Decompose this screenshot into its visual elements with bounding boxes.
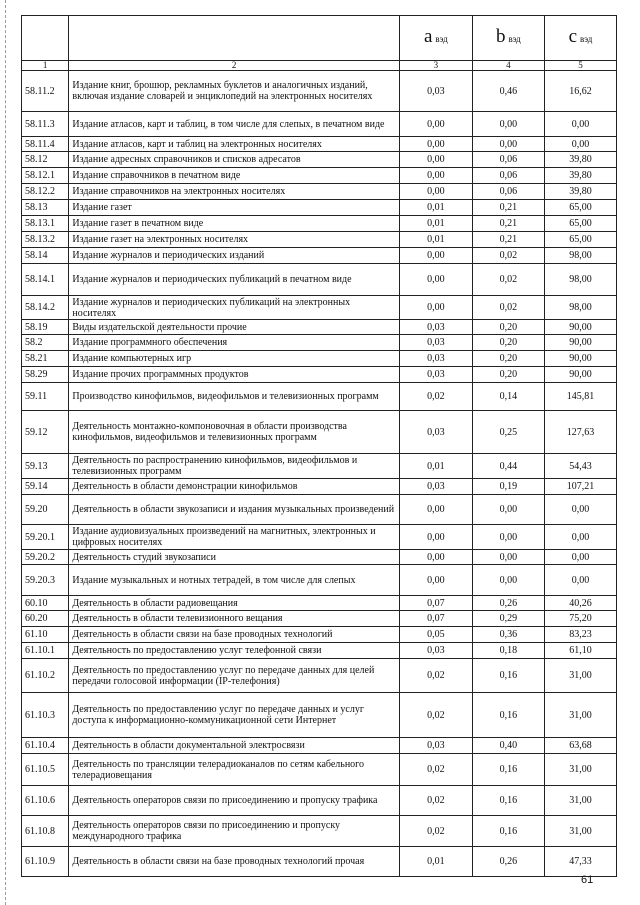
value-c-cell: 0,00 <box>544 550 616 565</box>
value-a-cell: 0,00 <box>399 168 472 184</box>
table-row <box>22 232 617 248</box>
value-c-cell: 90,00 <box>544 351 616 367</box>
activity-name-cell: Издание прочих программных продуктов <box>69 367 399 383</box>
value-a-cell: 0,03 <box>399 411 472 454</box>
value-b-cell: 0,20 <box>472 320 544 335</box>
value-c-cell: 39,80 <box>544 184 616 200</box>
value-a-cell: 0,00 <box>399 112 472 137</box>
value-c-cell: 31,00 <box>544 786 616 816</box>
value-a-cell: 0,01 <box>399 454 472 479</box>
value-c-cell: 16,62 <box>544 71 616 112</box>
value-b-cell: 0,29 <box>472 611 544 627</box>
value-c-cell: 65,00 <box>544 216 616 232</box>
activity-name-cell: Издание книг, брошюр, рекламных буклетов и аналогичных изданий, включая издание словарей и энциклопедий на электронных носителях <box>69 71 399 112</box>
value-a-cell: 0,02 <box>399 659 472 693</box>
value-a-cell: 0,07 <box>399 596 472 611</box>
value-b-cell: 0,06 <box>472 152 544 168</box>
value-a-cell: 0,02 <box>399 754 472 786</box>
table-row <box>22 659 617 693</box>
coefficients-table <box>21 15 617 877</box>
code-cell: 59.20.3 <box>22 565 69 596</box>
code-cell: 58.14.2 <box>22 296 69 320</box>
value-a-cell: 0,03 <box>399 643 472 659</box>
value-a-cell: 0,00 <box>399 550 472 565</box>
code-cell: 58.11.3 <box>22 112 69 137</box>
header-cell-name <box>69 16 399 61</box>
value-b-cell: 0,26 <box>472 596 544 611</box>
scan-margin-line <box>5 0 6 905</box>
table-row <box>22 454 617 479</box>
table-row <box>22 847 617 877</box>
activity-name-cell: Издание журналов и периодических публикаций на электронных носителях <box>69 296 399 320</box>
value-b-cell: 0,21 <box>472 200 544 216</box>
table-row <box>22 320 617 335</box>
value-a-cell: 0,00 <box>399 264 472 296</box>
value-c-cell: 0,00 <box>544 565 616 596</box>
value-b-cell: 0,16 <box>472 754 544 786</box>
value-a-cell: 0,01 <box>399 847 472 877</box>
table-row <box>22 643 617 659</box>
code-cell: 59.11 <box>22 383 69 411</box>
value-b-cell: 0,21 <box>472 216 544 232</box>
header-cell-code <box>22 16 69 61</box>
value-b-cell: 0,00 <box>472 565 544 596</box>
value-a-cell: 0,03 <box>399 320 472 335</box>
value-a-cell: 0,03 <box>399 479 472 495</box>
table-row <box>22 248 617 264</box>
value-c-cell: 0,00 <box>544 525 616 550</box>
value-a-cell: 0,01 <box>399 232 472 248</box>
activity-name-cell: Издание аудиовизуальных произведений на магнитных, электронных и цифровых носителях <box>69 525 399 550</box>
value-c-cell: 90,00 <box>544 320 616 335</box>
value-c-cell: 39,80 <box>544 168 616 184</box>
value-c-cell: 0,00 <box>544 137 616 152</box>
value-c-cell: 54,43 <box>544 454 616 479</box>
activity-name-cell: Издание журналов и периодических изданий <box>69 248 399 264</box>
code-cell: 59.12 <box>22 411 69 454</box>
value-b-cell: 0,02 <box>472 248 544 264</box>
value-b-cell: 0,16 <box>472 659 544 693</box>
value-b-cell: 0,14 <box>472 383 544 411</box>
value-c-cell: 31,00 <box>544 754 616 786</box>
table-row <box>22 525 617 550</box>
value-b-cell: 0,18 <box>472 643 544 659</box>
code-cell: 59.20.2 <box>22 550 69 565</box>
code-cell: 58.12.2 <box>22 184 69 200</box>
value-b-cell: 0,26 <box>472 847 544 877</box>
code-cell: 58.14 <box>22 248 69 264</box>
code-cell: 61.10 <box>22 627 69 643</box>
header-c-label: c <box>568 26 578 47</box>
code-cell: 58.29 <box>22 367 69 383</box>
value-a-cell: 0,00 <box>399 565 472 596</box>
page-number: 61 <box>581 874 594 886</box>
value-c-cell: 90,00 <box>544 335 616 351</box>
value-a-cell: 0,01 <box>399 200 472 216</box>
table-row <box>22 112 617 137</box>
value-c-cell: 40,26 <box>544 596 616 611</box>
value-a-cell: 0,03 <box>399 367 472 383</box>
activity-name-cell: Деятельность по предоставлению услуг по передаче данных и услуг доступа к информационно-коммуникационной сети Интернет <box>69 693 399 738</box>
value-b-cell: 0,16 <box>472 693 544 738</box>
value-a-cell: 0,03 <box>399 351 472 367</box>
table-row <box>22 550 617 565</box>
activity-name-cell: Производство кинофильмов, видеофильмов и телевизионных программ <box>69 383 399 411</box>
value-c-cell: 107,21 <box>544 479 616 495</box>
table-body <box>22 71 617 877</box>
code-cell: 58.19 <box>22 320 69 335</box>
activity-name-cell: Виды издательской деятельности прочие <box>69 320 399 335</box>
header-cell-c <box>544 16 616 61</box>
code-cell: 58.12 <box>22 152 69 168</box>
code-cell: 61.10.1 <box>22 643 69 659</box>
table-row <box>22 738 617 754</box>
activity-name-cell: Издание газет <box>69 200 399 216</box>
value-b-cell: 0,44 <box>472 454 544 479</box>
value-a-cell: 0,00 <box>399 495 472 525</box>
activity-name-cell: Деятельность студий звукозаписи <box>69 550 399 565</box>
code-cell: 60.20 <box>22 611 69 627</box>
value-b-cell: 0,00 <box>472 112 544 137</box>
value-c-cell: 98,00 <box>544 248 616 264</box>
table-row <box>22 596 617 611</box>
value-c-cell: 47,33 <box>544 847 616 877</box>
value-c-cell: 65,00 <box>544 200 616 216</box>
code-cell: 59.13 <box>22 454 69 479</box>
code-cell: 61.10.5 <box>22 754 69 786</box>
code-cell: 58.13.2 <box>22 232 69 248</box>
table-row <box>22 411 617 454</box>
header-row <box>22 16 617 61</box>
activity-name-cell: Издание музыкальных и нотных тетрадей, в том числе для слепых <box>69 565 399 596</box>
value-a-cell: 0,02 <box>399 383 472 411</box>
activity-name-cell: Деятельность в области связи на базе проводных технологий <box>69 627 399 643</box>
table-row <box>22 479 617 495</box>
value-b-cell: 0,00 <box>472 495 544 525</box>
value-b-cell: 0,19 <box>472 479 544 495</box>
table-row <box>22 367 617 383</box>
value-b-cell: 0,16 <box>472 816 544 847</box>
table-row <box>22 816 617 847</box>
table-row <box>22 565 617 596</box>
activity-name-cell: Издание журналов и периодических публикаций в печатном виде <box>69 264 399 296</box>
activity-name-cell: Деятельность по трансляции телерадиоканалов по сетям кабельного телерадиовещания <box>69 754 399 786</box>
activity-name-cell: Издание атласов, карт и таблиц на электронных носителях <box>69 137 399 152</box>
value-b-cell: 0,20 <box>472 351 544 367</box>
value-c-cell: 145,81 <box>544 383 616 411</box>
code-cell: 58.12.1 <box>22 168 69 184</box>
value-c-cell: 83,23 <box>544 627 616 643</box>
value-c-cell: 98,00 <box>544 296 616 320</box>
value-a-cell: 0,00 <box>399 137 472 152</box>
value-a-cell: 0,07 <box>399 611 472 627</box>
value-c-cell: 127,63 <box>544 411 616 454</box>
code-cell: 58.13.1 <box>22 216 69 232</box>
value-a-cell: 0,02 <box>399 693 472 738</box>
column-number: 1 <box>22 61 69 71</box>
code-cell: 61.10.4 <box>22 738 69 754</box>
value-a-cell: 0,00 <box>399 525 472 550</box>
table-row <box>22 200 617 216</box>
value-b-cell: 0,40 <box>472 738 544 754</box>
value-a-cell: 0,00 <box>399 152 472 168</box>
table-row <box>22 627 617 643</box>
code-cell: 58.11.2 <box>22 71 69 112</box>
value-b-cell: 0,06 <box>472 168 544 184</box>
activity-name-cell: Издание компьютерных игр <box>69 351 399 367</box>
code-cell: 61.10.3 <box>22 693 69 738</box>
table-row <box>22 216 617 232</box>
code-cell: 61.10.8 <box>22 816 69 847</box>
value-a-cell: 0,00 <box>399 248 472 264</box>
header-b-label: b <box>496 26 506 47</box>
code-cell: 58.13 <box>22 200 69 216</box>
column-number: 3 <box>399 61 472 71</box>
activity-name-cell: Издание атласов, карт и таблиц, в том числе для слепых, в печатном виде <box>69 112 399 137</box>
activity-name-cell: Деятельность монтажно-компоновочная в области производства кинофильмов, видеофильмов и телевизионных программ <box>69 411 399 454</box>
table-row <box>22 296 617 320</box>
table-row <box>22 137 617 152</box>
table-row <box>22 152 617 168</box>
activity-name-cell: Издание программного обеспечения <box>69 335 399 351</box>
table-row <box>22 335 617 351</box>
header-c-sub: вэд <box>580 34 593 44</box>
activity-name-cell: Деятельность в области документальной электросвязи <box>69 738 399 754</box>
value-b-cell: 0,02 <box>472 264 544 296</box>
value-a-cell: 0,01 <box>399 216 472 232</box>
table-row <box>22 168 617 184</box>
activity-name-cell: Деятельность операторов связи по присоединению и пропуску международного трафика <box>69 816 399 847</box>
header-b-sub: вэд <box>508 34 521 44</box>
table-row <box>22 71 617 112</box>
value-c-cell: 61,10 <box>544 643 616 659</box>
code-cell: 61.10.6 <box>22 786 69 816</box>
value-b-cell: 0,21 <box>472 232 544 248</box>
value-c-cell: 75,20 <box>544 611 616 627</box>
value-b-cell: 0,20 <box>472 367 544 383</box>
value-c-cell: 65,00 <box>544 232 616 248</box>
activity-name-cell: Деятельность операторов связи по присоединению и пропуску трафика <box>69 786 399 816</box>
code-cell: 61.10.9 <box>22 847 69 877</box>
table-row <box>22 611 617 627</box>
header-cell-a <box>399 16 472 61</box>
activity-name-cell: Деятельность в области телевизионного вещания <box>69 611 399 627</box>
code-cell: 58.11.4 <box>22 137 69 152</box>
header-cell-b <box>472 16 544 61</box>
activity-name-cell: Деятельность в области демонстрации кинофильмов <box>69 479 399 495</box>
activity-name-cell: Деятельность по предоставлению услуг телефонной связи <box>69 643 399 659</box>
code-cell: 59.20.1 <box>22 525 69 550</box>
value-b-cell: 0,00 <box>472 525 544 550</box>
column-number: 2 <box>69 61 399 71</box>
table-row <box>22 495 617 525</box>
activity-name-cell: Деятельность в области связи на базе проводных технологий прочая <box>69 847 399 877</box>
value-b-cell: 0,36 <box>472 627 544 643</box>
code-cell: 58.14.1 <box>22 264 69 296</box>
value-a-cell: 0,03 <box>399 738 472 754</box>
value-a-cell: 0,02 <box>399 786 472 816</box>
activity-name-cell: Деятельность в области радиовещания <box>69 596 399 611</box>
value-c-cell: 90,00 <box>544 367 616 383</box>
code-cell: 59.20 <box>22 495 69 525</box>
table-row <box>22 754 617 786</box>
table-row <box>22 264 617 296</box>
header-a-sub: вэд <box>435 34 448 44</box>
activity-name-cell: Деятельность по распространению кинофильмов, видеофильмов и телевизионных программ <box>69 454 399 479</box>
code-cell: 58.2 <box>22 335 69 351</box>
value-c-cell: 39,80 <box>544 152 616 168</box>
activity-name-cell: Издание справочников в печатном виде <box>69 168 399 184</box>
table-row <box>22 693 617 738</box>
value-b-cell: 0,02 <box>472 296 544 320</box>
code-cell: 60.10 <box>22 596 69 611</box>
activity-name-cell: Деятельность по предоставлению услуг по передаче данных для целей передачи голосовой информации (IP-телефония) <box>69 659 399 693</box>
code-cell: 59.14 <box>22 479 69 495</box>
value-b-cell: 0,00 <box>472 550 544 565</box>
activity-name-cell: Деятельность в области звукозаписи и издания музыкальных произведений <box>69 495 399 525</box>
table-row <box>22 351 617 367</box>
value-c-cell: 0,00 <box>544 112 616 137</box>
value-b-cell: 0,06 <box>472 184 544 200</box>
activity-name-cell: Издание справочников на электронных носителях <box>69 184 399 200</box>
column-number: 4 <box>472 61 544 71</box>
value-c-cell: 98,00 <box>544 264 616 296</box>
value-b-cell: 0,20 <box>472 335 544 351</box>
value-c-cell: 0,00 <box>544 495 616 525</box>
code-cell: 58.21 <box>22 351 69 367</box>
value-a-cell: 0,05 <box>399 627 472 643</box>
activity-name-cell: Издание газет в печатном виде <box>69 216 399 232</box>
column-number-row <box>22 61 617 71</box>
value-b-cell: 0,16 <box>472 786 544 816</box>
value-c-cell: 63,68 <box>544 738 616 754</box>
value-b-cell: 0,46 <box>472 71 544 112</box>
column-number: 5 <box>544 61 616 71</box>
value-c-cell: 31,00 <box>544 816 616 847</box>
value-c-cell: 31,00 <box>544 659 616 693</box>
value-a-cell: 0,03 <box>399 71 472 112</box>
activity-name-cell: Издание адресных справочников и списков адресатов <box>69 152 399 168</box>
table-row <box>22 184 617 200</box>
table-row <box>22 383 617 411</box>
value-a-cell: 0,00 <box>399 184 472 200</box>
value-c-cell: 31,00 <box>544 693 616 738</box>
table-row <box>22 786 617 816</box>
value-a-cell: 0,03 <box>399 335 472 351</box>
value-b-cell: 0,00 <box>472 137 544 152</box>
header-a-label: a <box>423 26 433 47</box>
value-a-cell: 0,00 <box>399 296 472 320</box>
activity-name-cell: Издание газет на электронных носителях <box>69 232 399 248</box>
value-b-cell: 0,25 <box>472 411 544 454</box>
code-cell: 61.10.2 <box>22 659 69 693</box>
value-a-cell: 0,02 <box>399 816 472 847</box>
